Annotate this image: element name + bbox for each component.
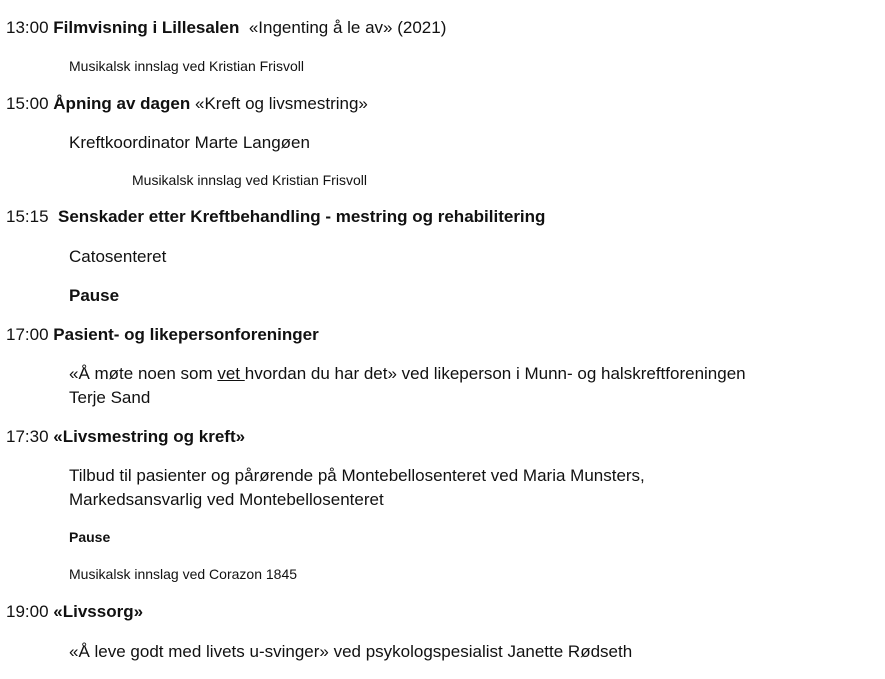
pause-label: Pause [69,286,120,305]
event-title: «Livsmestring og kreft» [53,427,246,446]
quote-part: hvordan du har det» ved likeperson i Munn- og halskreftforeningen [244,364,746,383]
event-detail: Markedsansvarlig ved Montebellosenteret [69,490,384,509]
event-subtitle: «Kreft og livsmestring» [194,94,368,113]
schedule-entry-1515 [6,207,545,227]
event-title: Åpning av dagen [53,94,191,113]
schedule-entry-1500 [6,94,368,114]
schedule-entry-1730 [6,427,245,447]
event-detail: Musikalsk innslag ved Kristian Frisvoll [69,58,304,74]
time-label: 15:15 [6,207,49,226]
event-title: Pasient- og likepersonforeninger [53,325,319,344]
schedule-entry-1700 [6,325,319,345]
event-detail: «Å leve godt med livets u-svinger» ved psykologspesialist Janette Rødseth [69,642,633,661]
event-detail: Terje Sand [69,388,151,407]
time-label: 17:00 [6,325,49,344]
event-title: «Livssorg» [53,602,144,621]
quote-part: «Å møte noen som [69,364,218,383]
event-detail: Catosenteret [69,247,167,266]
event-detail: Tilbud til pasienter og pårørende på Montebellosenteret ved Maria Munsters, [69,466,645,485]
time-label: 19:00 [6,602,49,621]
pause-label: Pause [69,529,111,545]
time-label: 17:30 [6,427,49,446]
time-label: 13:00 [6,18,49,37]
event-title: Filmvisning i Lillesalen [53,18,240,37]
event-subtitle: «Ingenting å le av» (2021) [248,18,447,37]
event-title: Senskader etter Kreftbehandling - mestring og rehabilitering [58,207,546,226]
event-detail: Musikalsk innslag ved Kristian Frisvoll [132,172,367,188]
schedule-entry-1900 [6,602,143,622]
event-detail: Musikalsk innslag ved Corazon 1845 [69,566,298,582]
underlined-word: vet [217,364,245,383]
time-label: 15:00 [6,94,49,113]
event-quote [69,364,746,384]
event-detail: Kreftkoordinator Marte Langøen [69,133,310,152]
schedule-entry-1300 [6,18,446,38]
